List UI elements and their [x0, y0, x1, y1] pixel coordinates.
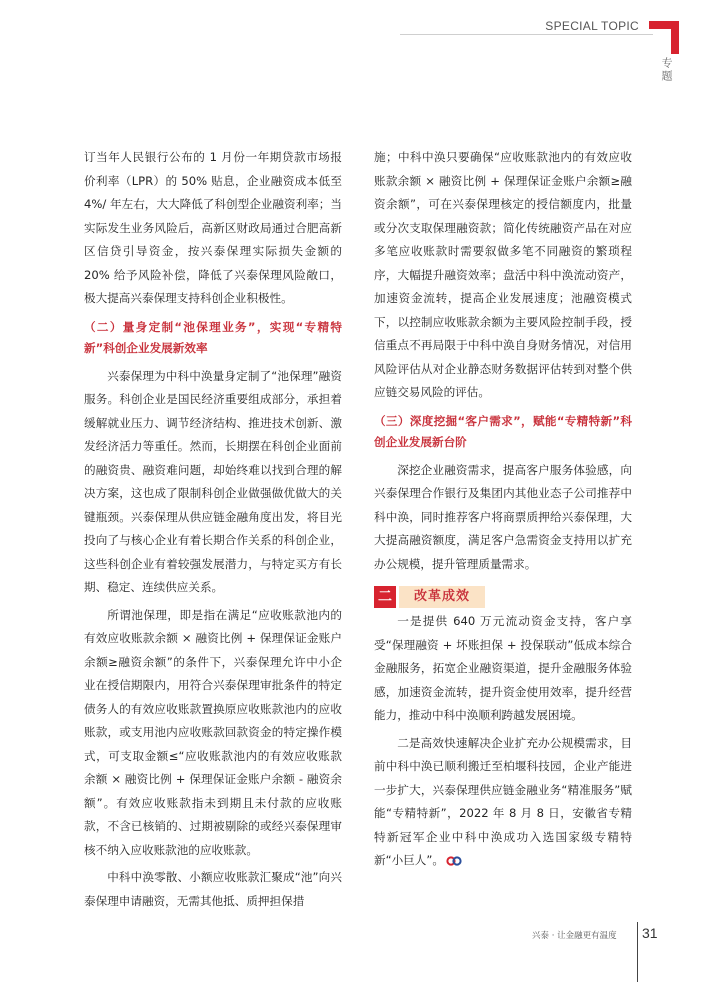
right-column [374, 146, 632, 873]
section-title: 改革成效 [399, 586, 485, 608]
paragraph-text: 二是高效快速解决企业扩充办公规模需求，目前中科中涣已顺利搬迁至柏堰科技园，企业产能进一步扩大，兴泰保理供应链金融业务“精准服务”赋能“专精特新”，2022 年 8 月 8 日，安徽省专精特新冠军企业中科中涣成功入选国家级专精特新“小巨人”。 [374, 735, 632, 867]
paragraph: 订当年人民银行公布的 1 月份一年期贷款市场报价利率（LPR）的 50% 贴息，企业融资成本低至 4%/ 年左右，大大降低了科创型企业融资利率；当实际发生业务风险后，高新区财政局通过合肥高新区信贷引导资金，按兴泰保理实际损失金额的 20% 给予风险补偿，降低了兴泰保理风险敞口，极大提高兴泰保理支持科创企业积极性。 [84, 150, 342, 305]
paragraph: 一是提供 640 万元流动资金支持，客户享受“保理融资 + 坏账担保 + 投保联动”低成本综合金融服务，拓宽企业融资渠道，提升金融服务体验感，加速资金流转，提升资金使用效率，提升经营能力，推动中科中涣顺利跨越发展困境。 [374, 614, 632, 722]
subsection-heading: （二）量身定制“池保理业务”，实现“专精特新”科创企业发展新效率 [84, 319, 342, 355]
header-label: SPECIAL TOPIC [545, 19, 639, 33]
article-end-icon [446, 856, 462, 866]
paragraph: 兴泰保理为中科中涣量身定制了“池保理”融资服务。科创企业是国民经济重要组成部分，承担着缓解就业压力、调节经济结构、推进技术创新、激发经济活力等重任。然而，长期摆在科创企业面前的融资贵、融资难问题，却始终难以找到合理的解决方案，这也成了限制科创企业做强做优做大的关键瓶颈。兴泰保理从供应链金融角度出发，将目光投向了与核心企业有着长期合作关系的科创企业，这些科创企业有着较强发展潜力，与特定买方有长期、稳定、连续供应关系。 [84, 368, 342, 594]
section-heading [374, 586, 632, 608]
subsection-heading: （三）深度挖掘“客户需求”，赋能“专精特新”科创企业发展新台阶 [374, 413, 632, 449]
paragraph: 深挖企业融资需求，提高客户服务体验感，向兴泰保理合作银行及集团内其他业态子公司推荐中科中涣，同时推荐客户将商票质押给兴泰保理，大大提高融资额度，满足客户急需资金支持用以扩充办公规模，提升管理质量需求。 [374, 462, 632, 571]
paragraph-final [374, 732, 632, 873]
section-number-badge: 二 [374, 586, 396, 608]
header-rule [400, 34, 653, 35]
paragraph: 所谓池保理，即是指在满足“应收账款池内的有效应收账款余额 × 融资比例 + 保理保证金账户余额≥融资余额”的条件下，兴泰保理允许中小企业在授信期限内，用符合兴泰保理审批条件的特定债务人的有效应收账款置换原应收账款池内的应收账款，或支用池内应收账款回款资金的特定操作模式，可支取金额≤“应收账款池内的有效应收账款余额 × 融资比例 + 保理保证金账户余额 - 融资余额”。有效应收账款指未到期且未付款的应收账款，不含已核销的、过期被剔除的或经兴泰保理审核不纳入应收账款池的应收账款。 [84, 607, 342, 857]
paragraph: 中科中涣零散、小额应收账款汇聚成“池”向兴泰保理申请融资，无需其他抵、质押担保措 [84, 870, 342, 908]
footer-divider [637, 922, 638, 982]
topic-vertical-label: 专题 [660, 57, 673, 83]
corner-logo-mark [649, 21, 679, 54]
footer-slogan: 兴泰 · 让金融更有温度 [532, 931, 617, 941]
left-column [84, 146, 342, 913]
paragraph: 施；中科中涣只要确保“应收账款池内的有效应收账款余额 × 融资比例 + 保理保证金账户余额≥融资余额”，可在兴泰保理核定的授信额度内，批量或分次支取保理融资款；简化传统融资产品在对应多笔应收账款时需要叙做多笔不同融资的繁琐程序，大幅提升融资效率；盘活中科中涣流动资产，加速资金流转，提高企业发展速度；池融资模式下，以控制应收账款余额为主要风险控制手段，授信重点不再局限于中科中涣自身财务情况，对信用风险评估从对企业静态财务数据评估转到对整个供应链交易风险的评估。 [374, 150, 632, 399]
page-number: 31 [642, 925, 658, 941]
